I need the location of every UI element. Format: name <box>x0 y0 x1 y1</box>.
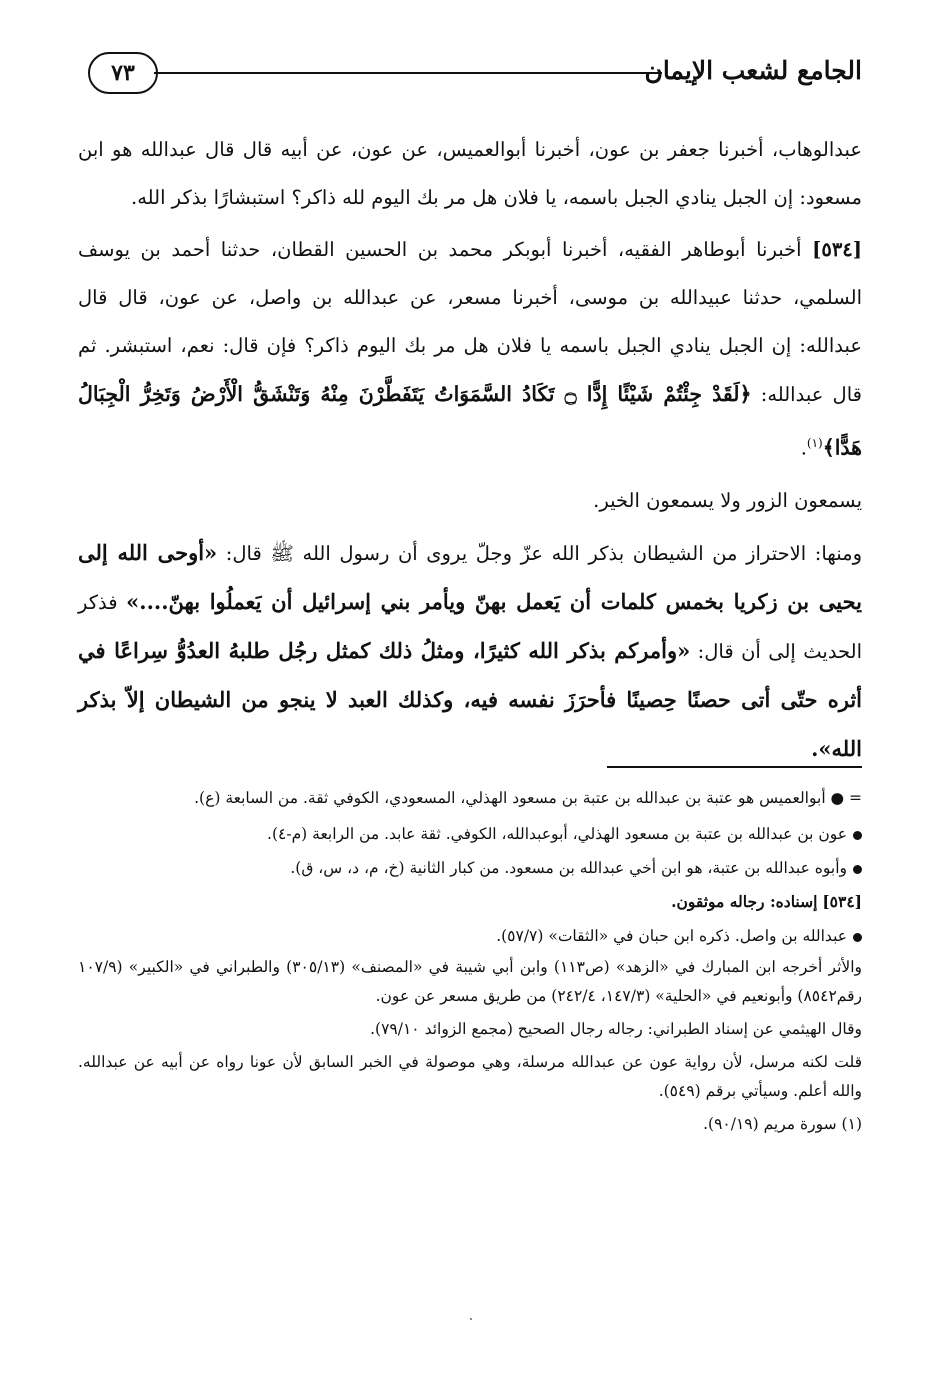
running-title: الجامع لشعب الإيمان <box>644 56 862 85</box>
quran-verse: ﴿لَقَدْ جِئْتُمْ شَيْئًا إِدًّا ۝ تَكَادُ السَّمَوَاتُ يَتَفَطَّرْنَ مِنْهُ وَتَنْشَقُّ الْأَرْضُ وَتَخِرُّ الْجِبَالُ هَدًّا﴾ <box>78 382 862 460</box>
bullet-icon <box>853 831 862 840</box>
page-number: ٧٣ <box>88 52 158 94</box>
isnad-grade: إسناده: رجاله موثقون. <box>671 892 818 911</box>
paragraph-4 <box>78 529 862 774</box>
footnote-3: وأبوه عبدالله بن عتبة، هو ابن أخي عبدالله بن مسعود. من كبار الثانية (خ، م، د، س، ق). <box>78 851 862 885</box>
paragraph-534 <box>78 226 862 473</box>
footnote-4 <box>78 885 862 919</box>
paragraph-1: عبدالوهاب، أخبرنا جعفر بن عون، أخبرنا أبوالعميس، عن عون، عن أبيه قال قال عبدالله هو ابن مسعود: إن الجبل ينادي الجبل باسمه، يا فلان هل مر بك اليوم لله ذاكر؟ استبشارًا بذكر الله. <box>78 138 862 209</box>
footnote-7: وقال الهيثمي عن إسناد الطبراني: رجاله رجال الصحيح (مجمع الزوائد ٧٩/١٠). <box>370 1020 862 1038</box>
hadith-bridge: فذكر الحديث إلى أن قال: <box>78 590 863 663</box>
footnote-reference: (١) <box>806 436 823 450</box>
footnotes <box>78 784 862 1143</box>
report-text: أخبرنا أبوطاهر الفقيه، أخبرنا أبوبكر محمد بن الحسين القطان، حدثنا أحمد بن يوسف السلمي، حدثنا عبيدالله بن موسى، أخبرنا مسعر، عن عبدالله بن واصل، عن عون، قال قال عبدالله: إن الجبل ينادي الجبل باسمه يا فلان هل مر بك اليوم ذاكر؟ فإن قال: نعم، استبشر. ثم قال عبدالله: <box>78 238 862 406</box>
paragraph-3: يسمعون الزور ولا يسمعون الخير. <box>593 488 862 512</box>
footnote-8: قلت لكنه مرسل، لأن رواية عون عن عبدالله مرسلة، وهي موصولة في الخبر السابق لأن عونا رواه عن أبيه عن عبدالله. والله أعلم. وسيأتي برقم (٥٤٩). <box>78 1053 862 1100</box>
section-intro: ومنها: الاحتراز من الشيطان بذكر الله عزّ وجلّ يروى أن رسول الله ﷺ قال: <box>225 541 863 565</box>
footnote-5: عبدالله بن واصل. ذكره ابن حبان في «الثقات» (٥٧/٧). <box>78 919 862 953</box>
report-number: [٥٣٤] <box>822 892 862 911</box>
footnote-9: (١) سورة مريم (٩٠/١٩). <box>703 1115 862 1133</box>
header-rule <box>154 72 662 74</box>
report-number: [٥٣٤] <box>812 238 862 261</box>
hadith-text-2: «وأمركم بذكر الله كثيرًا، ومثلُ ذلك كمثل رجُل طلبهُ العدُوُّ سِراعًا في أثره حتّى أتى حصنًا حِصينًا فأحرَزَ نفسه فيه، وكذلك العبد لا ينجو من الشيطان إلاّ بذكر الله». <box>78 637 862 761</box>
footnote-2: عون بن عبدالله بن عتبة بن مسعود الهذلي، أبوعبدالله، الكوفي. ثقة عابد. من الرابعة (م-٤). <box>78 817 862 851</box>
footnote-divider <box>607 766 862 768</box>
bullet-icon <box>853 933 862 942</box>
page-header <box>88 52 862 98</box>
page-speck <box>470 1318 472 1320</box>
footnote-6: والأثر أخرجه ابن المبارك في «الزهد» (ص١١٣) وابن أبي شيبة في «المصنف» (٣٠٥/١٣) والطبراني في «الكبير» (١٠٧/٩ رقم٨٥٤٢) وأبونعيم في «الحلية» (١٤٧/٣، ٢٤٢/٤) من طريق مسعر عن عون. <box>78 958 863 1005</box>
main-text <box>78 126 862 778</box>
bullet-icon <box>853 865 862 874</box>
hadith-text-1: «أوحى الله إلى يحيى بن زكريا بخمس كلمات أن يَعمل بهنّ ويأمر بني إسرائيل أن يَعملُوا بهنّ....» <box>78 539 863 614</box>
report-end: . <box>800 436 807 460</box>
footnote-1: = ● أبوالعميس هو عتبة بن عبدالله بن عتبة بن مسعود الهذلي، المسعودي، الكوفي ثقة. من السابعة (ع). <box>194 789 862 807</box>
